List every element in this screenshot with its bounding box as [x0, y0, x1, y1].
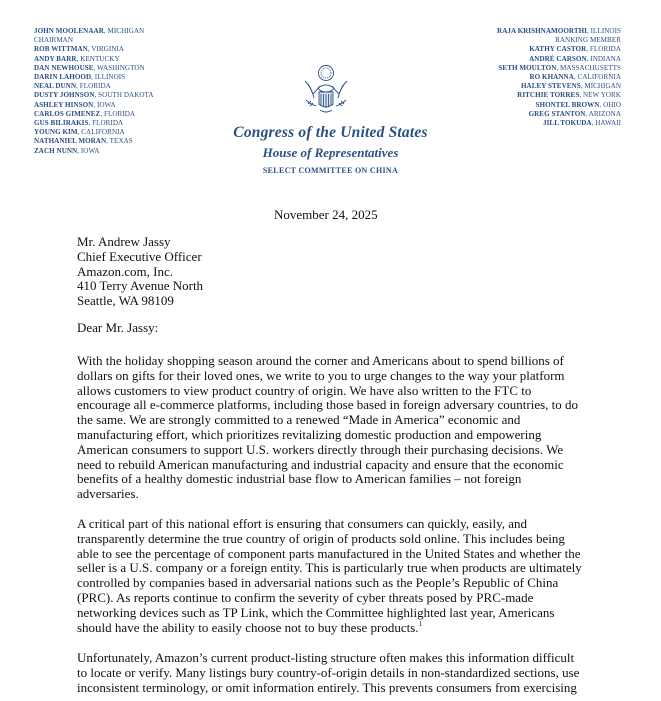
member-entry: RO KHANNA, CALIFORNIA: [529, 73, 621, 82]
member-entry: GREG STANTON, ARIZONA: [528, 109, 621, 118]
letterhead-subtitle: House of Representatives: [262, 145, 399, 160]
member-entry: RITCHIE TORRES, NEW YORK: [517, 91, 621, 100]
member-entry: CARLOS GIMENEZ, FLORIDA: [34, 109, 136, 118]
recipient-city: Seattle, WA 98109: [77, 293, 174, 309]
body-paragraph-1: With the holiday shopping season around the corner and Americans about to spend billions of dollars on gifts for their loved ones, we write to you to urge changes to the way your platform allows customers to view product country of origin. We have also written to the FTC to encourage all e-commerce platforms, including those based in foreign adversary countries, to do the same. We are strongly committed to a renewed “Made in America” economic and manufacturing effort, which prioritizes revitalizing domestic production and empowering American consumers to support U.S. workers directly through their purchasing decisions. We need to rebuild American manufacturing and industrial capacity and ensure that the economic benefits of a healthy domestic industrial base flow to American families – not foreign adversaries.: [77, 353, 579, 502]
member-entry: DUSTY JOHNSON, SOUTH DAKOTA: [34, 91, 154, 100]
member-entry: DAN NEWHOUSE, WASHINGTON: [34, 63, 145, 72]
member-entry: RAJA KRISHNAMOORTHI, ILLINOIS: [497, 27, 621, 35]
recipient-company: Amazon.com, Inc.: [77, 263, 174, 279]
body-paragraph-2: A critical part of this national effort is ensuring that consumers can quickly, easily, and transparently determine the true country of origin of products sold online. This includes being able to see the percentage of component parts manufactured in the United States and whether the seller is a U.S. company or a foreign entity. This is particularly true when products are ultimately controlled by companies based in adversarial nations such as the People’s Republic of China (PRC). As reports continue to confirm the severity of cyber threats posed by PRC-made networking devices such as TP Link, which the Committee highlighted last year, Americans should have the ability to easily choose not to buy these products.$^1$: [77, 516, 582, 635]
committee-name: SELECT COMMITTEE ON CHINA: [262, 166, 399, 175]
recipient-name: Mr. Andrew Jassy: [77, 234, 171, 249]
member-entry: ANDRÉ CARSON, INDIANA: [529, 54, 621, 63]
member-entry: JOHN MOOLENAAR, MICHIGAN: [34, 27, 145, 35]
member-entry: JILL TOKUDA, HAWAII: [543, 119, 621, 128]
member-role: RANKING MEMBER: [555, 36, 621, 45]
letter-date: November 24, 2025: [274, 207, 378, 222]
member-entry: GUS BILIRAKIS, FLORIDA: [34, 119, 124, 128]
member-entry: ROB WITTMAN, VIRGINIA: [34, 45, 125, 54]
member-entry: KATHY CASTOR, FLORIDA: [529, 45, 621, 54]
footnote-marker[interactable]: 1: [418, 619, 423, 628]
member-entry: NEAL DUNN, FLORIDA: [34, 82, 111, 91]
member-entry: ZACH NUNN, IOWA: [34, 146, 100, 155]
recipient-street: 410 Terry Avenue North: [77, 278, 204, 294]
member-entry: SETH MOULTON, MASSACHUSETTS: [498, 63, 621, 72]
member-entry: SHONTEL BROWN, OHIO: [535, 100, 621, 109]
body-paragraph-3: Unfortunately, Amazon’s current product-listing structure often makes this information difficult to locate or verify. Many listings bury country-of-origin details in non-standardized sections, use inconsistent terminology, or omit information entirely. This prevents consumers from exercising: [77, 650, 580, 695]
member-entry: YOUNG KIM, CALIFORNIA: [34, 128, 125, 137]
recipient-title: Chief Executive Officer: [77, 248, 202, 264]
member-entry: DARIN LAHOOD, ILLINOIS: [34, 73, 126, 82]
member-entry: ANDY BARR, KENTUCKY: [34, 54, 120, 63]
member-role: CHAIRMAN: [34, 36, 74, 45]
member-entry: HALEY STEVENS, MICHIGAN: [520, 82, 621, 91]
salutation: Dear Mr. Jassy:: [77, 320, 159, 335]
recipient-address: [77, 235, 203, 309]
minority-members-list: [497, 27, 621, 128]
letterhead-title: Congress of the United States: [233, 124, 428, 141]
member-entry: NATHANIEL MORAN, TEXAS: [34, 137, 133, 146]
great-seal-eagle-icon: [300, 64, 352, 118]
member-entry: ASHLEY HINSON, IOWA: [34, 100, 116, 109]
